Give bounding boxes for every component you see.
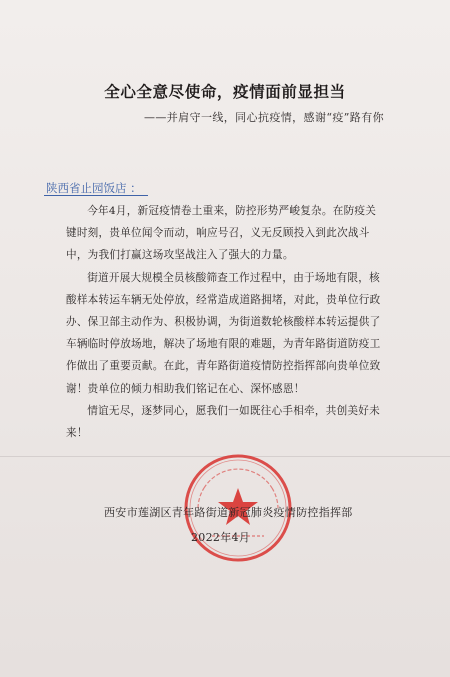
paragraph-3: 情谊无尽，逐梦同心，愿我们一如既往心手相牵，共创美好未来！: [66, 404, 380, 440]
letter-subtitle: ——并肩守一线，同心抗疫情，感谢“疫”路有你: [143, 111, 384, 124]
recipient-underline: [44, 195, 148, 196]
letter-body: [66, 200, 386, 444]
letter-date: 2022年4月: [191, 531, 251, 544]
paragraph-1: 今年4月，新冠疫情卷土重来，防控形势严峻复杂。在防疫关键时刻，贵单位闻令而动，响应号召，义无反顾投入到此次战斗中，为我们打赢这场攻坚战注入了强大的力量。: [66, 205, 377, 262]
recipient-line: 陕西省止园饭店 ：: [46, 181, 142, 195]
letter-title: 全心全意尽使命，疫情面前显担当: [104, 83, 346, 101]
paragraph-2: 街道开展大规模全员核酸筛查工作过程中，由于场地有限，核酸样本转运车辆无处停放，经常造成道路拥堵，对此，贵单位行政办、保卫部主动作为、积极协调，为街道数轮核酸样本转运提供了车辆临时停放场地，解决了场地有限的难题，为青年路街道防疫工作做出了重要贡献。在此，青年路街道疫情防控指挥部向贵单位致谢！贵单位的倾力相助我们铭记在心、深怀感恩！: [66, 271, 381, 395]
signature-line: 西安市莲湖区青年路街道新冠肺炎疫情防控指挥部: [104, 506, 353, 519]
